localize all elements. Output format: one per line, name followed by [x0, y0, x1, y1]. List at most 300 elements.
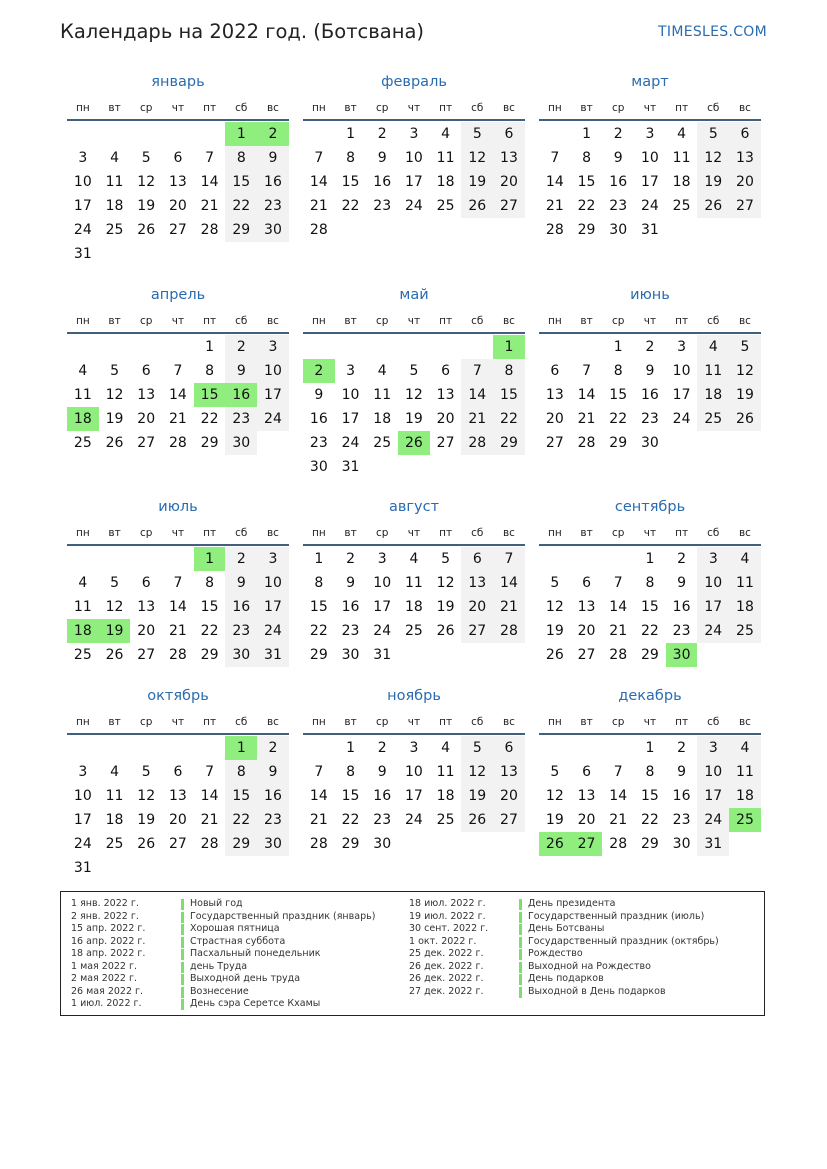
day-cell: 29 — [341, 836, 360, 852]
empty-cell — [162, 122, 194, 146]
weekday-label: чт — [643, 315, 657, 327]
weekday-label: сб — [471, 527, 484, 539]
month-block — [67, 497, 289, 667]
day-cell: 24 — [257, 619, 289, 643]
empty-cell — [571, 547, 603, 571]
month-block — [67, 285, 289, 455]
legend-row — [409, 973, 719, 986]
day-cell: 11 — [672, 150, 691, 166]
day-cell: 14 — [200, 788, 219, 804]
day-cell: 13 — [436, 387, 455, 403]
weekday-label: пт — [439, 527, 453, 539]
day-cell: 11 — [436, 764, 455, 780]
day-cell: 4 — [441, 126, 451, 142]
day-cell: 27 — [493, 194, 525, 218]
weekday-label: пн — [75, 102, 90, 114]
day-cell: 25 — [404, 623, 423, 639]
day-cell: 3 — [346, 363, 355, 379]
weekday-label: сб — [707, 527, 720, 539]
day-cell: 9 — [314, 387, 324, 403]
day-cell: 6 — [141, 363, 151, 379]
holiday-marker — [181, 924, 184, 935]
legend-column-left — [71, 898, 375, 1011]
day-cell: 17 — [672, 387, 691, 403]
weekday-label: пт — [203, 102, 217, 114]
day-cell: 17 — [257, 383, 289, 407]
day-cell: 22 — [640, 812, 659, 828]
legend-date: 26 мая 2022 г. — [71, 985, 144, 997]
day-cell: 22 — [640, 623, 659, 639]
day-cell: 8 — [314, 575, 324, 591]
day-cell: 23 — [225, 619, 257, 643]
weekday-label: вс — [502, 716, 515, 728]
legend-date: 18 апр. 2022 г. — [71, 948, 146, 959]
weekday-label: пн — [75, 716, 90, 728]
day-cell: 30 — [257, 218, 289, 242]
weekday-header — [303, 97, 525, 119]
day-cell: 28 — [309, 222, 328, 238]
empty-cell — [99, 335, 131, 359]
day-cell: 20 — [461, 595, 493, 619]
day-cell: 15 — [341, 174, 360, 190]
day-cell: 3 — [409, 126, 419, 142]
day-cell: 28 — [545, 222, 564, 238]
weekday-label: вт — [108, 527, 121, 539]
weekday-label: вс — [502, 102, 515, 114]
day-cell: 29 — [640, 836, 659, 852]
day-cell: 23 — [225, 407, 257, 431]
day-cell: 27 — [493, 808, 525, 832]
day-cell: 9 — [257, 760, 289, 784]
day-cell: 3 — [645, 126, 655, 142]
legend-holiday-name: Государственный праздник (июль) — [528, 910, 705, 922]
legend-date: 16 апр. 2022 г. — [71, 935, 146, 947]
day-cell: 5 — [729, 335, 761, 359]
legend-holiday-name: Выходной на Рождество — [528, 960, 651, 972]
day-cell: 30 — [225, 431, 257, 455]
day-cell: 28 — [200, 222, 219, 238]
day-cell: 10 — [404, 764, 423, 780]
days-grid — [303, 122, 525, 242]
day-cell: 6 — [461, 547, 493, 571]
day-cell: 5 — [550, 575, 560, 591]
day-cell: 29 — [640, 647, 659, 663]
day-cell: 3 — [78, 150, 88, 166]
day-cell: 8 — [645, 575, 655, 591]
weekday-label: вт — [580, 527, 593, 539]
month-name: июль — [158, 499, 198, 515]
day-cell: 5 — [409, 363, 419, 379]
legend-date: 1 окт. 2022 г. — [409, 935, 477, 947]
day-cell: 27 — [729, 194, 761, 218]
day-cell: 10 — [73, 174, 92, 190]
legend-row — [409, 911, 719, 924]
holiday-marker — [519, 937, 522, 948]
day-cell: 16 — [672, 599, 691, 615]
day-cell: 2 — [377, 740, 387, 756]
day-cell: 11 — [404, 575, 423, 591]
weekday-label: ср — [375, 102, 389, 114]
weekday-label: сб — [707, 102, 720, 114]
day-cell: 24 — [373, 623, 392, 639]
day-cell: 7 — [314, 150, 324, 166]
header-divider — [539, 733, 761, 735]
empty-cell — [67, 547, 99, 571]
weekday-label: вт — [108, 102, 121, 114]
weekday-header — [67, 97, 289, 119]
weekday-label: вс — [502, 315, 515, 327]
month-name: сентябрь — [614, 499, 686, 515]
day-cell: 23 — [373, 198, 392, 214]
weekday-label: чт — [407, 102, 421, 114]
legend-row — [409, 923, 719, 936]
day-cell: 21 — [493, 595, 525, 619]
day-cell: 13 — [493, 146, 525, 170]
weekday-label: пт — [203, 527, 217, 539]
day-cell: 21 — [461, 407, 493, 431]
weekday-label: ср — [611, 527, 625, 539]
day-cell: 13 — [461, 571, 493, 595]
weekday-label: сб — [235, 716, 248, 728]
day-cell: 28 — [493, 619, 525, 643]
empty-cell — [539, 736, 571, 760]
day-cell: 31 — [373, 647, 392, 663]
empty-cell — [130, 122, 162, 146]
month-name: апрель — [150, 287, 206, 303]
month-block — [539, 686, 761, 856]
day-cell: 23 — [341, 623, 360, 639]
weekday-label: ср — [611, 716, 625, 728]
legend-row — [409, 898, 719, 911]
day-cell: 1 — [346, 126, 355, 142]
day-cell: 1 — [645, 551, 655, 567]
empty-cell — [162, 547, 194, 571]
day-cell: 15 — [640, 788, 659, 804]
day-cell: 30 — [672, 836, 691, 852]
day-cell: 9 — [377, 150, 387, 166]
day-cell: 8 — [582, 150, 591, 166]
weekday-label: вт — [580, 102, 593, 114]
holiday-day: 1 — [225, 122, 257, 146]
day-cell: 29 — [493, 431, 525, 455]
weekday-label: вт — [108, 315, 121, 327]
day-cell: 13 — [545, 387, 564, 403]
day-cell: 22 — [577, 198, 596, 214]
day-cell: 11 — [729, 760, 761, 784]
legend-date: 2 мая 2022 г. — [71, 973, 137, 984]
day-cell: 24 — [404, 812, 423, 828]
day-cell: 20 — [137, 411, 156, 427]
day-cell: 14 — [168, 387, 187, 403]
day-cell: 12 — [545, 599, 564, 615]
day-cell: 3 — [697, 736, 729, 760]
days-grid — [67, 122, 289, 266]
day-cell: 10 — [697, 760, 729, 784]
day-cell: 6 — [493, 736, 525, 760]
weekday-label: ср — [375, 716, 389, 728]
weekday-label: пн — [547, 716, 562, 728]
day-cell: 9 — [225, 571, 257, 595]
day-cell: 19 — [729, 383, 761, 407]
day-cell: 15 — [225, 170, 257, 194]
day-cell: 4 — [409, 551, 419, 567]
weekday-label: сб — [235, 527, 248, 539]
day-cell: 8 — [613, 363, 623, 379]
day-cell: 30 — [640, 435, 659, 451]
day-cell: 14 — [309, 174, 328, 190]
weekday-label: вт — [344, 716, 357, 728]
legend-date: 30 сент. 2022 г. — [409, 923, 489, 934]
day-cell: 14 — [309, 788, 328, 804]
day-cell: 6 — [550, 363, 560, 379]
days-grid — [67, 736, 289, 880]
day-cell: 26 — [545, 647, 564, 663]
day-cell: 23 — [373, 812, 392, 828]
day-cell: 15 — [640, 599, 659, 615]
month-name: декабрь — [618, 688, 682, 704]
weekday-label: чт — [171, 315, 185, 327]
empty-cell — [67, 335, 99, 359]
day-cell: 11 — [105, 788, 124, 804]
day-cell: 20 — [729, 170, 761, 194]
day-cell: 20 — [137, 623, 156, 639]
day-cell: 4 — [697, 335, 729, 359]
day-cell: 23 — [309, 435, 328, 451]
day-cell: 18 — [436, 788, 455, 804]
legend-date: 15 апр. 2022 г. — [71, 923, 146, 934]
empty-cell — [602, 736, 634, 760]
empty-cell — [303, 736, 335, 760]
day-cell: 30 — [373, 836, 392, 852]
day-cell: 31 — [73, 246, 92, 262]
month-block — [539, 72, 761, 242]
day-cell: 9 — [346, 575, 355, 591]
day-cell: 6 — [582, 764, 591, 780]
weekday-label: ср — [139, 315, 153, 327]
header-divider — [303, 332, 525, 334]
weekday-label: вс — [738, 716, 751, 728]
day-cell: 13 — [577, 599, 596, 615]
empty-cell — [99, 122, 131, 146]
day-cell: 2 — [377, 126, 387, 142]
day-cell: 18 — [697, 383, 729, 407]
day-cell: 15 — [609, 387, 628, 403]
day-cell: 23 — [257, 194, 289, 218]
days-grid — [303, 736, 525, 856]
day-cell: 15 — [200, 599, 219, 615]
weekday-label: вс — [738, 102, 751, 114]
day-cell: 16 — [341, 599, 360, 615]
legend-holiday-name: Вознесение — [190, 985, 249, 997]
day-cell: 31 — [73, 860, 92, 876]
day-cell: 8 — [205, 363, 215, 379]
day-cell: 10 — [341, 387, 360, 403]
day-cell: 29 — [609, 435, 628, 451]
days-grid — [539, 736, 761, 856]
holiday-marker — [519, 949, 522, 960]
day-cell: 8 — [205, 575, 215, 591]
day-cell: 5 — [550, 764, 560, 780]
day-cell: 4 — [441, 740, 451, 756]
day-cell: 29 — [309, 647, 328, 663]
holiday-marker — [519, 924, 522, 935]
holiday-day: 16 — [225, 383, 257, 407]
weekday-label: вт — [580, 716, 593, 728]
day-cell: 26 — [436, 623, 455, 639]
day-cell: 28 — [609, 836, 628, 852]
day-cell: 19 — [545, 623, 564, 639]
weekday-label: чт — [643, 527, 657, 539]
empty-cell — [303, 335, 335, 359]
weekday-label: вт — [580, 315, 593, 327]
day-cell: 19 — [105, 411, 124, 427]
day-cell: 29 — [200, 435, 219, 451]
day-cell: 18 — [404, 599, 423, 615]
day-cell: 17 — [404, 174, 423, 190]
legend-date: 26 дек. 2022 г. — [409, 973, 484, 984]
day-cell: 14 — [168, 599, 187, 615]
day-cell: 19 — [461, 784, 493, 808]
day-cell: 5 — [441, 551, 451, 567]
day-cell: 12 — [729, 359, 761, 383]
day-cell: 6 — [729, 122, 761, 146]
day-cell: 27 — [461, 619, 493, 643]
weekday-label: вс — [502, 527, 515, 539]
day-cell: 11 — [73, 599, 92, 615]
days-grid — [67, 547, 289, 667]
legend-holiday-name: Новый год — [190, 898, 243, 909]
day-cell: 19 — [697, 170, 729, 194]
holiday-marker — [519, 962, 522, 973]
day-cell: 14 — [577, 387, 596, 403]
legend-row — [71, 948, 375, 961]
day-cell: 18 — [672, 174, 691, 190]
day-cell: 8 — [346, 764, 355, 780]
day-cell: 26 — [729, 407, 761, 431]
day-cell: 6 — [582, 575, 591, 591]
legend-row — [71, 961, 375, 974]
holiday-day: 26 — [398, 431, 430, 455]
holiday-marker — [181, 949, 184, 960]
legend-holiday-name: День президента — [528, 898, 616, 909]
day-cell: 23 — [609, 198, 628, 214]
weekday-header — [303, 711, 525, 733]
day-cell: 19 — [137, 812, 156, 828]
day-cell: 20 — [493, 784, 525, 808]
day-cell: 3 — [377, 551, 387, 567]
day-cell: 2 — [257, 736, 289, 760]
day-cell: 26 — [697, 194, 729, 218]
day-cell: 2 — [613, 126, 623, 142]
site-link[interactable]: TIMESLES.COM — [658, 24, 767, 40]
page-title: Календарь на 2022 год. (Ботсвана) — [60, 20, 425, 43]
month-block — [303, 497, 525, 667]
day-cell: 6 — [173, 764, 183, 780]
day-cell: 16 — [257, 170, 289, 194]
days-grid — [67, 335, 289, 455]
day-cell: 4 — [78, 575, 88, 591]
day-cell: 22 — [341, 198, 360, 214]
days-grid — [303, 547, 525, 667]
weekday-label: пт — [439, 102, 453, 114]
empty-cell — [602, 547, 634, 571]
days-grid — [539, 122, 761, 242]
day-cell: 13 — [168, 174, 187, 190]
day-cell: 15 — [225, 784, 257, 808]
legend-holiday-name: Пасхальный понедельник — [190, 948, 321, 959]
day-cell: 28 — [309, 836, 328, 852]
weekday-label: вс — [266, 315, 279, 327]
day-cell: 7 — [173, 363, 183, 379]
legend-row — [409, 986, 719, 999]
day-cell: 9 — [257, 146, 289, 170]
legend-row — [71, 898, 375, 911]
empty-cell — [303, 122, 335, 146]
day-cell: 6 — [493, 122, 525, 146]
weekday-label: сб — [235, 315, 248, 327]
day-cell: 10 — [404, 150, 423, 166]
holiday-marker — [519, 974, 522, 985]
day-cell: 24 — [73, 222, 92, 238]
day-cell: 20 — [577, 623, 596, 639]
day-cell: 25 — [697, 407, 729, 431]
empty-cell — [539, 335, 571, 359]
weekday-label: сб — [235, 102, 248, 114]
holiday-day: 26 — [539, 832, 571, 856]
day-cell: 13 — [493, 760, 525, 784]
day-cell: 24 — [697, 619, 729, 643]
day-cell: 2 — [346, 551, 355, 567]
day-cell: 27 — [436, 435, 455, 451]
day-cell: 12 — [137, 174, 156, 190]
day-cell: 26 — [105, 647, 124, 663]
day-cell: 12 — [697, 146, 729, 170]
holiday-day: 25 — [729, 808, 761, 832]
day-cell: 6 — [441, 363, 451, 379]
holiday-marker — [181, 937, 184, 948]
month-name: май — [399, 287, 429, 303]
day-cell: 30 — [225, 643, 257, 667]
day-cell: 17 — [73, 812, 92, 828]
weekday-label: чт — [407, 315, 421, 327]
day-cell: 12 — [105, 599, 124, 615]
header-divider — [539, 119, 761, 121]
day-cell: 17 — [73, 198, 92, 214]
days-grid — [303, 335, 525, 479]
day-cell: 7 — [173, 575, 183, 591]
holiday-day: 1 — [194, 547, 226, 571]
day-cell: 4 — [729, 547, 761, 571]
legend-date: 19 июл. 2022 г. — [409, 910, 486, 922]
holiday-marker — [181, 912, 184, 923]
legend-holiday-name: Рождество — [528, 948, 583, 959]
weekday-label: чт — [407, 527, 421, 539]
weekday-label: вт — [344, 315, 357, 327]
day-cell: 28 — [168, 647, 187, 663]
day-cell: 11 — [73, 387, 92, 403]
weekday-header — [539, 522, 761, 544]
legend-row — [71, 936, 375, 949]
day-cell: 9 — [613, 150, 623, 166]
holiday-marker — [181, 962, 184, 973]
day-cell: 7 — [461, 359, 493, 383]
day-cell: 30 — [309, 459, 328, 475]
legend-row — [71, 973, 375, 986]
day-cell: 3 — [257, 547, 289, 571]
legend-date: 25 дек. 2022 г. — [409, 948, 484, 959]
day-cell: 25 — [373, 435, 392, 451]
day-cell: 19 — [137, 198, 156, 214]
